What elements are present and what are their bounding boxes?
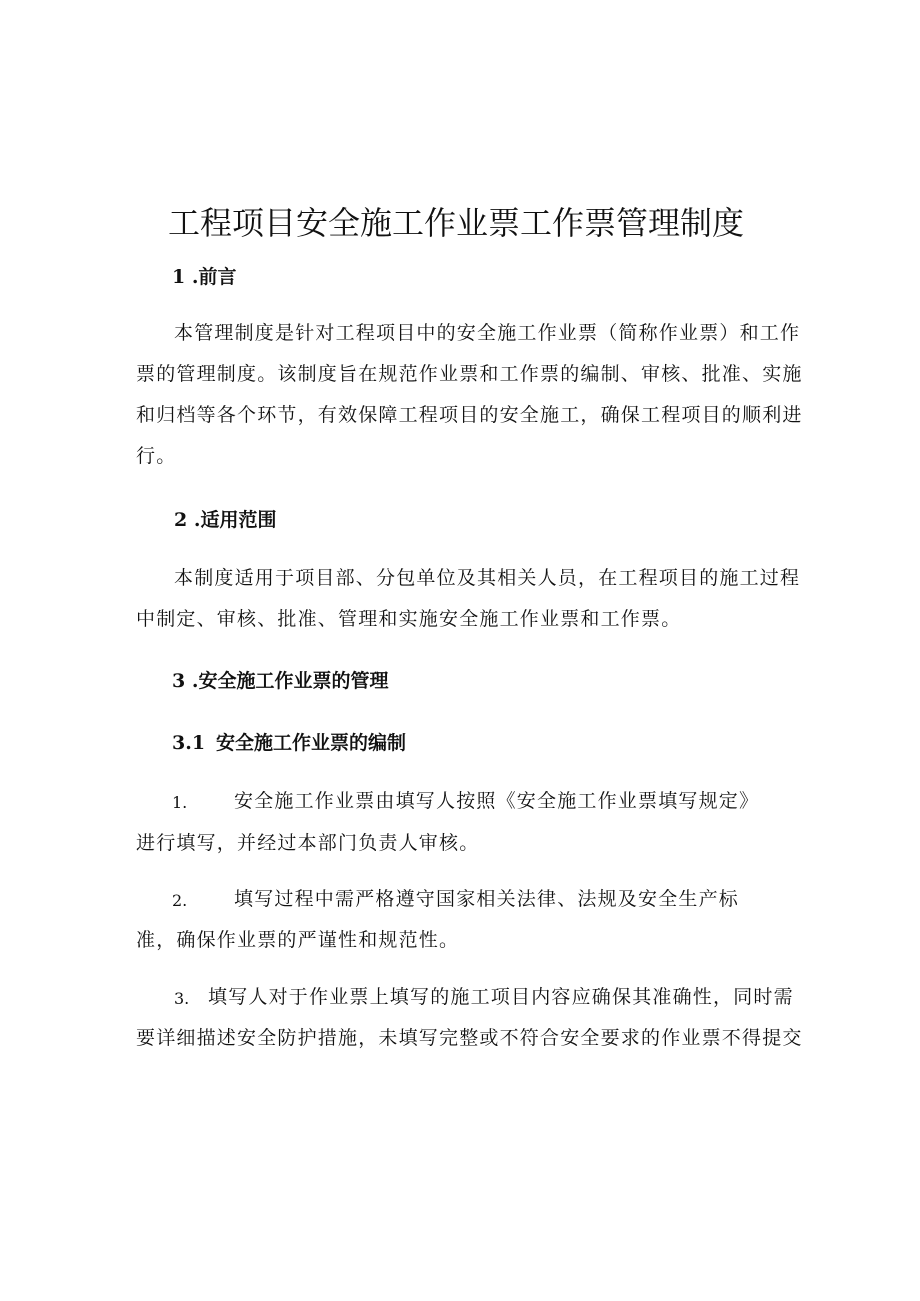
section-3-1-number: 3.1 — [172, 732, 206, 754]
paragraph-2-line-2: 中制定、审核、批准、管理和实施安全施工作业票和工作票。 — [136, 608, 682, 630]
section-2-heading: 2 .适用范围 — [174, 509, 277, 531]
list-item-number: 3. — [174, 989, 190, 1008]
section-3-heading: 3 .安全施工作业票的管理 — [172, 670, 389, 692]
list-item-line-2: 进行填写，并经过本部门负责人审核。 — [136, 832, 480, 854]
list-item-line-1: 填写过程中需严格遵守国家相关法律、法规及安全生产标 — [234, 888, 740, 910]
list-item-line-1: 填写人对于作业票上填写的施工项目内容应确保其准确性，同时需 — [208, 986, 794, 1008]
paragraph-1-line-4: 行。 — [136, 445, 177, 467]
list-item-line-2: 准，确保作业票的严谨性和规范性。 — [136, 929, 460, 951]
section-3-1-heading: 安全施工作业票的编制 — [216, 732, 407, 754]
paragraph-1-line-2: 票的管理制度。该制度旨在规范作业票和工作票的编制、审核、批准、实施 — [136, 363, 803, 385]
paragraph-1-line-1: 本管理制度是针对工程项目中的安全施工作业票（简称作业票）和工作 — [174, 322, 801, 344]
list-item-number: 1. — [172, 793, 188, 812]
list-item-number: 2. — [172, 891, 188, 910]
list-item-line-1: 安全施工作业票由填写人按照《安全施工作业票填写规定》 — [234, 790, 760, 812]
section-1-heading: 1 .前言 — [172, 266, 237, 288]
list-item-line-2: 要详细描述安全防护措施，未填写完整或不符合安全要求的作业票不得提交 — [136, 1027, 803, 1049]
paragraph-1-line-3: 和归档等各个环节，有效保障工程项目的安全施工，确保工程项目的顺利进 — [136, 404, 803, 426]
document-title: 工程项目安全施工作业票工作票管理制度 — [168, 204, 745, 242]
paragraph-2-line-1: 本制度适用于项目部、分包单位及其相关人员，在工程项目的施工过程 — [174, 567, 801, 589]
